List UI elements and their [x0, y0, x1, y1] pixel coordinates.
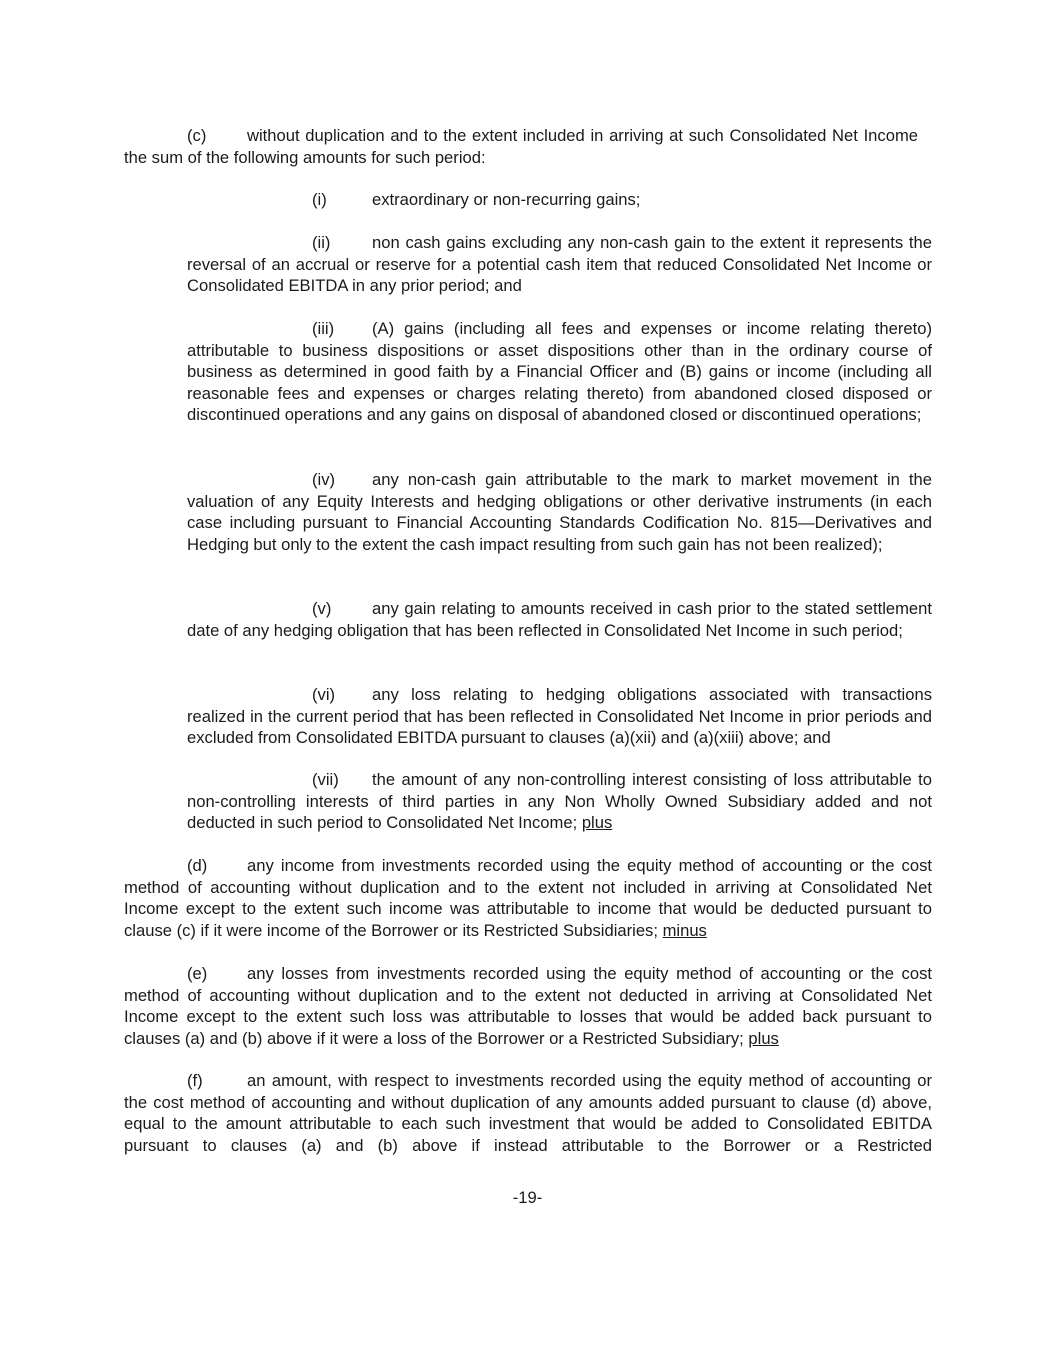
clause-v: [187, 598, 932, 641]
clause-iv-text: any non-cash gain attributable to the mark to market movement in the valuation of any Equity Interests and hedging obligations or other derivative instruments (in each case including pursuant to Financial Accounting Standards Codification No. 815—Derivatives and Hedging but only to the extent the cash impact resulting from such gain has not been realized);: [187, 470, 932, 554]
clause-f-text: an amount, with respect to investments recorded using the equity method of accounting or the cost method of accounting and without duplication of any amounts added pursuant to clause (d) above, equal to the amount attributable to each such investment that would be added to Consolidated EBITDA pursuant to clauses (a) and (b) above if instead attributable to the Borrower or a Restricted: [124, 1071, 932, 1155]
clause-d: [124, 855, 932, 941]
clause-ii-text: non cash gains excluding any non-cash gain to the extent it represents the reversal of an accrual or reserve for a potential cash item that reduced Consolidated Net Income or Consolidated EBITDA in any prior period; and: [187, 233, 932, 296]
clause-v-text: any gain relating to amounts received in cash prior to the stated settlement date of any hedging obligation that has been reflected in Consolidated Net Income in such period;: [187, 599, 932, 640]
clause-i-text: extraordinary or non-recurring gains;: [372, 190, 641, 209]
clause-iv-label: (iv): [312, 470, 336, 489]
clause-i-label: (i): [312, 190, 327, 209]
clause-e: [124, 963, 932, 1049]
clause-vii-label: (vii): [312, 770, 339, 789]
clause-vi-label: (vi): [312, 685, 336, 704]
clause-e-label: (e): [187, 964, 208, 983]
clause-d-text: any income from investments recorded using the equity method of accounting or the cost method of accounting without duplication and to the extent not included in arriving at Consolidated Net Income except to the extent such income was attributable to income that would be deducted pursuant to clause (c) if it were income of the Borrower or its Restricted Subsidiaries;: [124, 856, 932, 940]
clause-v-label: (v): [312, 599, 332, 618]
clause-c: [124, 125, 918, 168]
clause-c-label: (c): [187, 126, 207, 145]
clause-iii-label: (iii): [312, 319, 335, 338]
clause-vii: [187, 769, 932, 834]
clause-c-text: without duplication and to the extent included in arriving at such Consolidated Net Income the sum of the following amounts for such period:: [124, 126, 918, 167]
clause-e-connector: plus: [748, 1028, 779, 1048]
clause-e-text: any losses from investments recorded using the equity method of accounting or the cost method of accounting without duplication and to the extent not deducted in arriving at Consolidated Net Income except to the extent such loss was attributable to losses that would be added back pursuant to clauses (a) and (b) above if it were a loss of the Borrower or a Restricted Subsidiary;: [124, 964, 932, 1048]
clause-vii-text: the amount of any non-controlling interest consisting of loss attributable to non-controlling interests of third parties in any Non Wholly Owned Subsidiary added and not deducted in such period to Consolidated Net Income;: [187, 770, 932, 833]
page-number: -19-: [512, 1188, 543, 1207]
clause-i: [187, 189, 932, 211]
clause-iii: [187, 318, 932, 426]
clause-vi-text: any loss relating to hedging obligations associated with transactions realized in the current period that has been reflected in Consolidated Net Income in prior periods and excluded from Consolidated EBITDA pursuant to clauses (a)(xii) and (a)(xiii) above; and: [187, 685, 932, 748]
clause-d-label: (d): [187, 856, 208, 875]
clause-iv: [187, 469, 932, 555]
clause-f: [124, 1070, 932, 1156]
clause-f-label: (f): [187, 1071, 203, 1090]
clause-ii-label: (ii): [312, 233, 331, 252]
clause-iii-text: (A) gains (including all fees and expenses or income relating thereto) attributable to business dispositions or asset dispositions other than in the ordinary course of business as determined in good faith by a Financial Officer and (B) gains or income (including all reasonable fees and expenses or charges relating thereto) from abandoned closed disposed or discontinued operations and any gains on disposal of abandoned closed or discontinued operations;: [187, 319, 932, 425]
clause-vii-connector: plus: [581, 813, 613, 833]
clause-vi: [187, 684, 932, 749]
clause-ii: [187, 232, 932, 297]
clause-d-connector: minus: [662, 920, 707, 940]
